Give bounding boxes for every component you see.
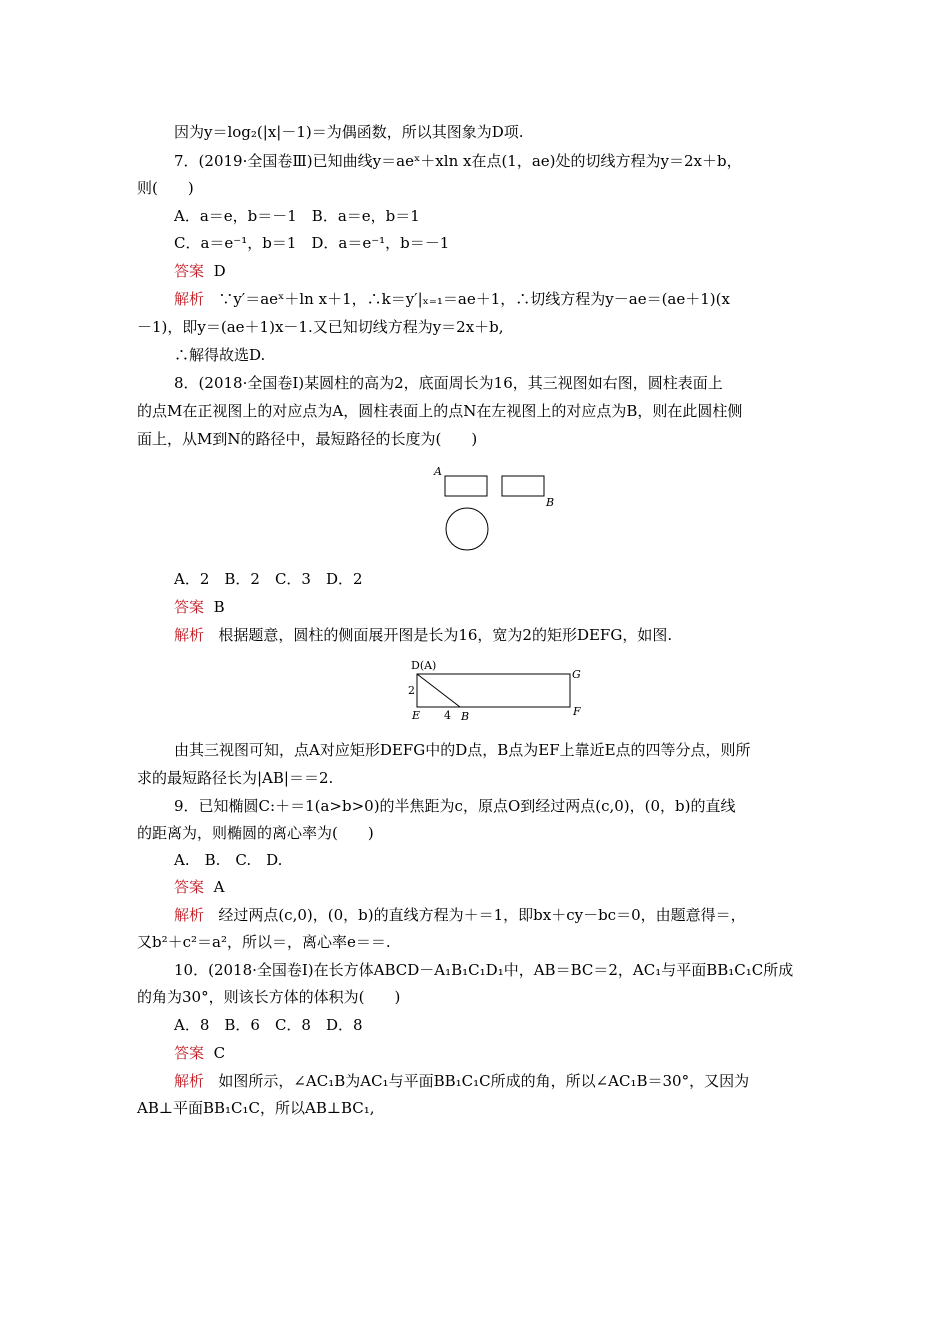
figure2-label-e: E — [412, 709, 421, 722]
q9-options: A. B. C. D. — [174, 851, 283, 869]
figure2-label-f: F — [573, 705, 581, 718]
analysis-label: 解析 — [174, 626, 205, 644]
q8-answer-value: B — [213, 598, 225, 616]
figure2-label-2: 2 — [408, 684, 415, 697]
analysis-label: 解析 — [174, 1072, 205, 1090]
q8-stem-line-3: 面上，从M到N的路径中，最短路径的长度为( ) — [137, 430, 478, 448]
rectangle-defg — [417, 674, 570, 707]
q7-answer-value: D — [213, 262, 226, 280]
answer-label: 答案 — [174, 598, 205, 616]
q7-analysis-text-1: ∵y′＝aeˣ＋ln x＋1，∴k＝y′|ₓ₌₁＝ae＋1，∴切线方程为y－ae＝(ae＋1)(x — [218, 290, 730, 308]
q7-stem-line-2: 则( ) — [137, 179, 194, 197]
q8-analysis-line-1 — [174, 624, 672, 646]
q8-analysis-line-2: 由其三视图可知，点A对应矩形DEFG中的D点，B点为EF上靠近E点的四等分点，则所 — [174, 741, 751, 759]
q9-stem-line-1: 9．已知椭圆C:＋＝1(a>b>0)的半焦距为c，原点O到经过两点(c,0)，(0，b)的直线 — [174, 797, 736, 815]
q8-analysis-line-3: 求的最短路径长为|AB|＝＝2. — [137, 769, 334, 787]
top-view-circle — [446, 508, 488, 550]
q10-stem-line-2: 的角为30°，则该长方体的体积为( ) — [137, 988, 401, 1006]
q7-analysis-line-1 — [174, 288, 730, 310]
q10-analysis-text-1: 如图所示，∠AC₁B为AC₁与平面BB₁C₁C所成的角，所以∠AC₁B＝30°，又因为 — [218, 1072, 750, 1090]
q10-answer — [174, 1042, 225, 1064]
q9-stem-line-2: 的距离为，则椭圆的离心率为( ) — [137, 824, 374, 842]
figure2-label-4: 4 — [444, 709, 451, 722]
q10-analysis-line-2: AB⊥平面BB₁C₁C，所以AB⊥BC₁, — [137, 1099, 375, 1117]
figure1-label-b: B — [546, 496, 555, 509]
q9-analysis-text-1: 经过两点(c,0)，(0，b)的直线方程为＋＝1，即bx＋cy－bc＝0，由题意得＝， — [218, 906, 746, 924]
figure1-label-a: A — [434, 465, 442, 478]
analysis-label: 解析 — [174, 290, 205, 308]
text-line-1: 因为y＝log₂(|x|－1)＝为偶函数，所以其图象为D项. — [174, 123, 524, 141]
q10-options: A．8 B．6 C．8 D．8 — [174, 1016, 363, 1034]
q7-options-ab: A．a＝e，b＝－1 B．a＝e，b＝1 — [174, 207, 420, 225]
q9-answer — [174, 876, 224, 898]
answer-label: 答案 — [174, 1044, 205, 1062]
unfolded-rectangle-figure — [404, 658, 594, 724]
q10-analysis-line-1 — [174, 1070, 749, 1092]
q10-answer-value: C — [213, 1044, 226, 1062]
q8-stem-line-1: 8．(2018·全国卷Ⅰ)某圆柱的高为2，底面周长为16，其三视图如右图，圆柱表面上 — [174, 374, 723, 392]
q8-answer — [174, 596, 225, 618]
analysis-label: 解析 — [174, 906, 205, 924]
q9-analysis-line-1 — [174, 904, 746, 926]
figure2-label-b: B — [461, 710, 470, 723]
shortest-path-db — [417, 674, 460, 707]
q8-options: A．2 B．2 C．3 D．2 — [174, 570, 363, 588]
q10-stem-line-1: 10．(2018·全国卷Ⅰ)在长方体ABCD－A₁B₁C₁D₁中，AB＝BC＝2，AC₁与平面BB₁C₁C所成 — [174, 961, 794, 979]
answer-label: 答案 — [174, 878, 205, 896]
q7-analysis-line-3: ∴解得故选D. — [174, 346, 266, 364]
three-view-figure — [430, 462, 570, 557]
answer-label: 答案 — [174, 262, 205, 280]
q7-answer — [174, 260, 226, 282]
q8-stem-line-2: 的点M在正视图上的对应点为A，圆柱表面上的点N在左视图上的对应点为B，则在此圆柱侧 — [137, 402, 743, 420]
q7-options-cd: C．a＝e⁻¹，b＝1 D．a＝e⁻¹，b＝－1 — [174, 234, 450, 252]
q7-stem-line-1: 7．(2019·全国卷Ⅲ)已知曲线y＝aeˣ＋xln x在点(1，ae)处的切线方程为y＝2x＋b， — [174, 152, 742, 170]
side-view-rect — [502, 476, 544, 496]
figure2-label-g: G — [572, 668, 581, 681]
q8-analysis-text-1: 根据题意，圆柱的侧面展开图是长为16，宽为2的矩形DEFG，如图. — [218, 626, 673, 644]
front-view-rect — [445, 476, 487, 496]
q9-answer-value: A — [213, 878, 225, 896]
q9-analysis-line-2: 又b²＋c²＝a²，所以＝，离心率e＝＝. — [137, 933, 391, 951]
figure2-label-da: D(A) — [411, 659, 437, 672]
q7-analysis-line-2: －1)，即y＝(ae＋1)x－1.又已知切线方程为y＝2x＋b, — [137, 318, 504, 336]
